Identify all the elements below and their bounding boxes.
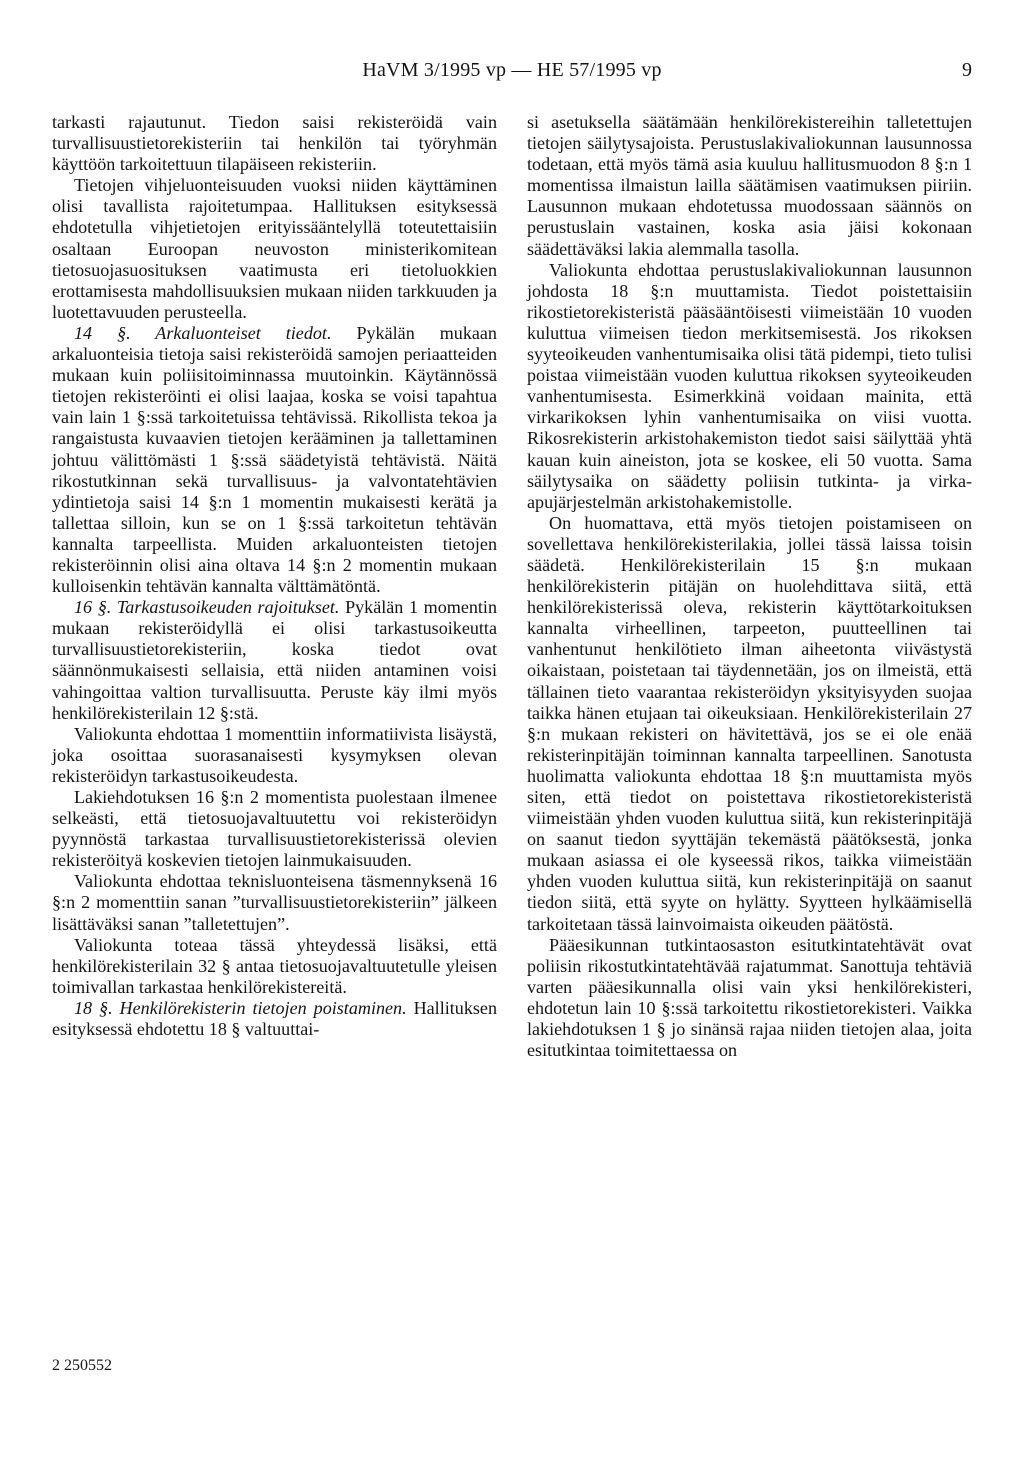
paragraph: Valiokunta toteaa tässä yhteydessä lisäksi, että henkilörekisterilain 32 § antaa tietosuojavaltuutetulle yleisen toimivallan tarkastaa henkilörekistereitä.: [52, 934, 497, 997]
paragraph: tarkasti rajautunut. Tiedon saisi rekisteröidä vain turvallisuustietorekisteriin tai henkilön tai työryhmän käyttöön tarkoitettuun tilapäiseen rekisteriin.: [52, 112, 497, 175]
left-column: [52, 112, 497, 1040]
paragraph: Valiokunta ehdottaa 1 momenttiin informatiivista lisäystä, joka osoittaa suorasanaisesti kysymyksen olevan rekisteröidyn tarkastusoikeudesta.: [52, 723, 497, 786]
paragraph: Tietojen vihjeluonteisuuden vuoksi niiden käyttäminen olisi tavallista rajoitetumpaa. Hallituksen esityksessä ehdotetulla vihjetietojen erityissääntelyllä toteutettaisiin osaltaan Euroopan neuvoston ministerikomitean tietosuojasuosituksen vaatimusta eri tietoluokkien erottamisesta mahdollisuuksien mukaan niiden tarkkuuden ja luotettavuuden perusteella.: [52, 175, 497, 322]
section-text: Pykälän mukaan arkaluonteisia tietoja saisi rekisteröidä samojen periaatteiden mukaan kuin poliisitoiminnassa muutoinkin. Käytännössä tietojen rekisteröinti ei olisi laajaa, koska se voisi tapahtua vain lain 1 §:ssä tarkoitetuissa tehtävissä. Rikollista tekoa ja rangaistusta kuvaavien tietojen kerääminen ja tallettaminen johtuu välittömästi 1 §:ssä säädetyistä tehtävistä. Näitä rikostutkinnan sekä turvallisuus- ja valvontatehtävien ydintietoja saisi 14 §:n 1 momentin mukaisesti kerätä ja tallettaa silloin, kun se on 1 §:ssä tarkoitetun tehtävän kannalta tarpeellista. Muiden arkaluonteisten tietojen rekisteröinnin olisi aina oltava 14 §:n 2 momentin mukaan kulloisenkin tehtävän kannalta välttämätöntä.: [52, 322, 497, 597]
paragraph: Pääesikunnan tutkintaosaston esitutkintatehtävät ovat poliisin rikostutkintatehtävää rajatummat. Sanottuja tehtäviä varten pääesikunnalla olisi vain yksi henkilörekisteri, ehdotetun lain 10 §:ssä tarkoitettu rikostietorekisteri. Vaikka lakiehdotuksen 1 § jo sinänsä rajaa niiden tietojen alaa, joita esitutkintaa toimitettaessa on: [527, 934, 972, 1061]
page-header: [52, 58, 972, 88]
paragraph: si asetuksella säätämään henkilörekistereihin talletettujen tietojen säilytysajoista. Perustuslakivaliokunnan lausunnossa todetaan, että myös tämä asia kuuluu hallitusmuodon 8 §:n 1 momentissa ilmaistun lailla säätämisen vaatimuksen piiriin. Lausunnon mukaan ehdotetussa muodossaan säännös on perustuslain vastainen, koska asia jäisi kokonaan säädettäväksi lakia alemmalla tasolla.: [527, 112, 972, 259]
section-paragraph: [52, 323, 497, 597]
section-text: Pykälän 1 momentin mukaan rekisteröidyllä ei olisi tarkastusoikeutta turvallisuustietorekisteriin, koska tiedot ovat säännönmukaisesti sellaisia, että niiden antaminen voisi vahingoittaa valtion turvallisuutta. Peruste käy ilmi myös henkilörekisterilain 12 §:stä.: [52, 597, 497, 723]
page-number: 9: [962, 59, 972, 81]
footer-print-code: 2 250552: [52, 1357, 112, 1374]
paragraph: Valiokunta ehdottaa teknisluonteisena täsmennyksenä 16 §:n 2 momenttiin sanan ”turvallisuustietorekisteriin” jälkeen lisättäväksi sanan ”talletettujen”.: [52, 871, 497, 934]
section-heading: 14 §. Arkaluonteiset tiedot.: [74, 322, 332, 343]
right-column: [527, 112, 972, 1061]
paragraph: On huomattava, että myös tietojen poistamiseen on sovellettava henkilörekisterilakia, jollei tässä laissa toisin säädetä. Henkilörekisterilain 15 §:n mukaan henkilörekisterin pitäjän on huolehdittava siitä, että henkilörekisterissä oleva, rekisterin käyttötarkoituksen kannalta virheellinen, tarpeeton, puutteellinen tai vanhentunut henkilötieto ilman aiheetonta viivästystä oikaistaan, poistetaan tai täydennetään, jos on ilmeistä, että tällainen tieto vaarantaa rekisteröidyn yksityisyyden suojaa taikka hänen etujaan tai oikeuksiaan. Henkilörekisterilain 27 §:n mukaan rekisteri on hävitettävä, jos se ei ole enää rekisterinpitäjän toiminnan kannalta tarpeellinen. Sanotusta huolimatta valiokunta ehdottaa 18 §:n muuttamista myös siten, että tiedot on poistettava rikostietorekisteristä viimeistään yhden vuoden kuluttua siitä, kun rekisterinpitäjä on saanut tiedon syyttäjän tekemästä päätöksestä, jonka mukaan asiassa ei ole kyseessä rikos, taikka viimeistään yhden vuoden kuluttua siitä, kun rekisterinpitäjä on saanut tiedon siitä, että syyte on hylätty. Syytteen hylkäämisellä tarkoitetaan tässä lainvoimaista oikeuden päätöstä.: [527, 512, 972, 934]
section-heading: 18 §. Henkilörekisterin tietojen poistaminen.: [74, 997, 407, 1018]
section-paragraph: [52, 998, 497, 1040]
document-reference-title: HaVM 3/1995 vp — HE 57/1995 vp: [362, 59, 662, 81]
paragraph: Lakiehdotuksen 16 §:n 2 momentista puolestaan ilmenee selkeästi, että tietosuojavaltuutettu voi rekisteröidyn pyynnöstä tarkastaa turvallisuustietorekisterissä olevien rekisteröityä koskevien tietojen lainmukaisuuden.: [52, 787, 497, 871]
section-paragraph: [52, 597, 497, 724]
section-text: Hallituksen esityksessä ehdotettu 18 § valtuuttai-: [52, 997, 497, 1040]
paragraph: Valiokunta ehdottaa perustuslakivaliokunnan lausunnon johdosta 18 §:n muuttamista. Tiedot poistettaisiin rikostietorekisteristä pääsääntöisesti viimeistään 10 vuoden kuluttua viimeisen tiedon merkitsemisestä. Jos rikoksen syyteoikeuden vanhentumisaika olisi tätä pidempi, tieto tulisi poistaa viimeistään vuoden kuluttua rikoksen syyteoikeuden vanhentumisesta. Esimerkkinä voidaan mainita, että virkarikoksen lyhin vanhentumisaika on viisi vuotta. Rikosrekisterin arkistohakemiston tiedot saisi säilyttää yhtä kauan kuin aineiston, jota se koskee, eli 50 vuotta. Sama säilytysaika on säädetty poliisin tutkinta- ja virka-apujärjestelmän arkistohakemistolle.: [527, 259, 972, 512]
section-heading: 16 §. Tarkastusoikeuden rajoitukset.: [74, 597, 340, 618]
